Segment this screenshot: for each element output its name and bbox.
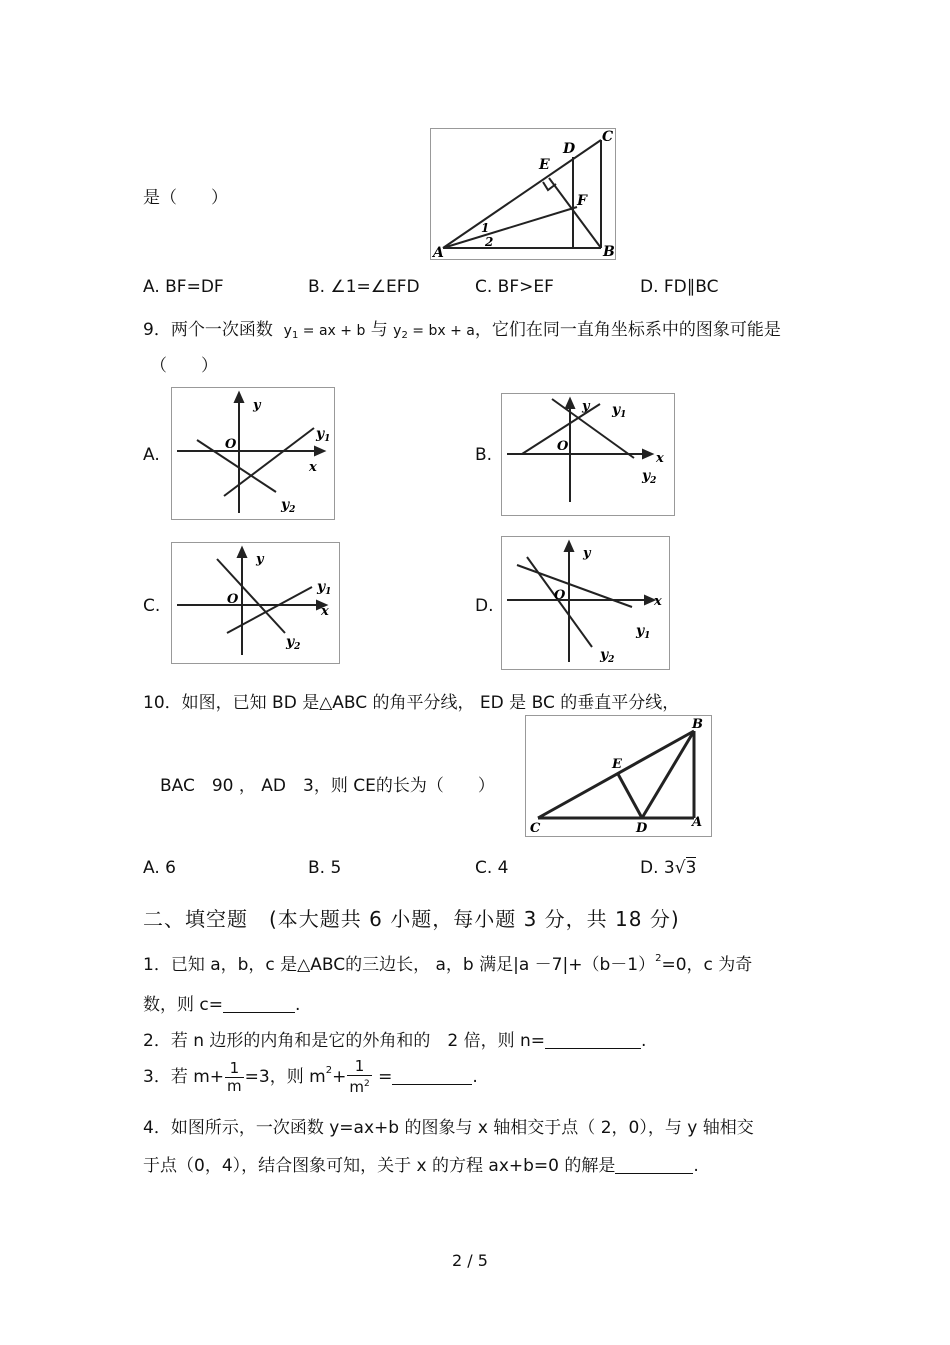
q9d-x: x (654, 594, 662, 609)
q9-formula-2 (393, 323, 475, 339)
fill-q3 (143, 1058, 478, 1096)
fill-q3-text-c: + (332, 1067, 347, 1087)
page-number: 2 / 5 (452, 1251, 488, 1270)
q9-number: 9． (143, 320, 171, 340)
q10-label-d: D (636, 821, 648, 836)
q8-label-e: E (539, 157, 550, 173)
q9b-y2: $y_2$ (642, 468, 657, 486)
q8-label-c: C (602, 129, 614, 145)
fill-q3-den-2-base: m (349, 1078, 364, 1096)
q10-option-d-coef: D. 3 (640, 858, 675, 878)
q9a-y: y (253, 398, 261, 413)
q9b-x: x (656, 451, 664, 466)
q9c-y1: $y_1$ (317, 579, 332, 597)
q10-option-d-radicand: 3 (685, 858, 697, 878)
fill-q4-answer-blank[interactable] (615, 1157, 693, 1174)
q9-y1-sub: 1 (291, 330, 299, 341)
q9d-o: O (554, 588, 566, 603)
q9-option-d[interactable]: D. (475, 596, 494, 616)
q10-label-b: B (692, 717, 703, 732)
q9-stem (143, 315, 781, 340)
q9-f1: = ax + b (298, 323, 366, 339)
q9a-y2: $y_2$ (281, 497, 296, 515)
fill-q4-text: 于点（0，4），结合图象可知，关于 x 的方程 ax+b=0 的解是 (143, 1156, 616, 1176)
q8-label-a: A (433, 245, 444, 259)
fill-q2-answer-blank[interactable] (545, 1032, 641, 1049)
fill-q1-line1 (143, 950, 752, 975)
fill-q4-end: . (693, 1156, 699, 1176)
q10-option-c[interactable]: C. 4 (475, 858, 509, 878)
fill-q1-text-c: 数，则 c= (143, 995, 223, 1015)
fill-q1-text-a: 1．已知 a，b，c 是△ABC的三边长， a，b 满足|a －7|+（b－1） (143, 955, 656, 975)
q9-graph-b (501, 393, 675, 516)
q8-triangle-figure (430, 128, 616, 260)
q9-option-c[interactable]: C. (143, 596, 161, 616)
q9d-y1: $y_1$ (636, 623, 651, 641)
q8-label-d: D (563, 141, 576, 157)
fill-q2-text: 2．若 n 边形的内角和是它的外角和的 2 倍，则 n= (143, 1031, 546, 1051)
q9-graph-a (171, 387, 335, 520)
q10-label-e: E (612, 757, 622, 772)
q9a-x: x (309, 460, 317, 475)
fill-q3-den-1: m (227, 1076, 242, 1095)
q9c-o: O (227, 592, 239, 607)
q8-label-b: B (603, 244, 615, 259)
q10-label-c: C (530, 821, 541, 836)
q9-graph-d (501, 536, 670, 670)
q8-option-b[interactable]: B. ∠1=∠EFD (308, 277, 420, 297)
q8-option-c[interactable]: C. BF>EF (475, 277, 554, 297)
q9a-y1: $y_1$ (316, 426, 331, 444)
q9a-o: O (225, 437, 237, 452)
fill-q3-fraction-2 (347, 1058, 371, 1096)
fill-q3-text-b: =3，则 m (244, 1067, 326, 1087)
q9c-x: x (321, 604, 329, 619)
q10-option-a[interactable]: A. 6 (143, 858, 176, 878)
q9c-y2: $y_2$ (286, 634, 301, 652)
fill-q2 (143, 1026, 646, 1051)
q9-f2: = bx + a (407, 323, 475, 339)
fill-q3-text-a: 3．若 m+ (143, 1067, 225, 1087)
fill-q1-end: . (295, 995, 301, 1015)
q9-y2: y (393, 323, 402, 339)
fill-q3-answer-blank[interactable] (392, 1068, 472, 1085)
sqrt-icon: √ (674, 858, 686, 878)
q8-option-d[interactable]: D. FD∥BC (640, 277, 719, 297)
fill-q3-num-2: 1 (347, 1058, 371, 1076)
q10-option-b[interactable]: B. 5 (308, 858, 342, 878)
section-2-title: 二、填空题 (本大题共 6 小题，每小题 3 分，共 18 分) (143, 907, 680, 931)
q9b-o: O (557, 439, 569, 454)
q10-stem-line2: BAC 90 ， AD 3，则 CE的长为（ ） (160, 776, 495, 796)
q10-label-a: A (692, 815, 703, 830)
fill-q3-den-2 (347, 1076, 371, 1096)
fill-q3-den-2-sup: 2 (363, 1079, 370, 1089)
fill-q3-end: . (472, 1067, 478, 1087)
q9-y1: y (283, 323, 292, 339)
q8-option-a[interactable]: A. BF=DF (143, 277, 224, 297)
q9b-y: y (582, 399, 590, 414)
q10-triangle-figure (525, 715, 712, 837)
q9-text-a: 两个一次函数 (170, 320, 273, 340)
q9-option-b[interactable]: B. (475, 445, 493, 465)
q9-text-b: ，它们在同一直角坐标系中的图象可能是 (474, 320, 781, 340)
fill-q1-text-b: =0，c 为奇 (661, 955, 753, 975)
q8-angle-2: 2 (485, 235, 494, 249)
q8-label-f: F (577, 193, 587, 209)
q10-option-d[interactable] (640, 858, 696, 878)
fill-q3-num-1: 1 (225, 1060, 244, 1078)
q9-y2-sub: 2 (401, 330, 408, 341)
q8-answer-paren: 是（ ） (143, 188, 228, 208)
fill-q4-line1: 4．如图所示，一次函数 y=ax+b 的图象与 x 轴相交于点（ 2，0），与 y 轴相交 (143, 1118, 754, 1138)
fill-q4-line2 (143, 1151, 699, 1176)
fill-q3-text-d: = (372, 1067, 393, 1087)
fill-q1-line2 (143, 990, 300, 1015)
fill-q1-sup: 2 (655, 953, 662, 964)
q9c-y: y (256, 552, 264, 567)
q9b-y1: $y_1$ (612, 402, 627, 420)
q9d-y2: $y_2$ (600, 647, 615, 665)
q9-graph-c (171, 542, 340, 664)
fill-q3-fraction-1 (225, 1060, 244, 1095)
q9-answer-paren: （ ） (150, 356, 218, 376)
q8-angle-1: 1 (481, 221, 490, 235)
fill-q2-end: . (641, 1031, 647, 1051)
fill-q1-answer-blank[interactable] (223, 996, 295, 1013)
fill-q3-sup: 2 (325, 1065, 333, 1076)
q9-mid: 与 (370, 320, 388, 340)
q9-option-a[interactable]: A. (143, 445, 160, 465)
q10-stem-line1: 10．如图，已知 BD 是△ABC 的角平分线， ED 是 BC 的垂直平分线， (143, 693, 680, 713)
q9-formula-1 (284, 323, 366, 339)
q9d-y: y (583, 546, 591, 561)
